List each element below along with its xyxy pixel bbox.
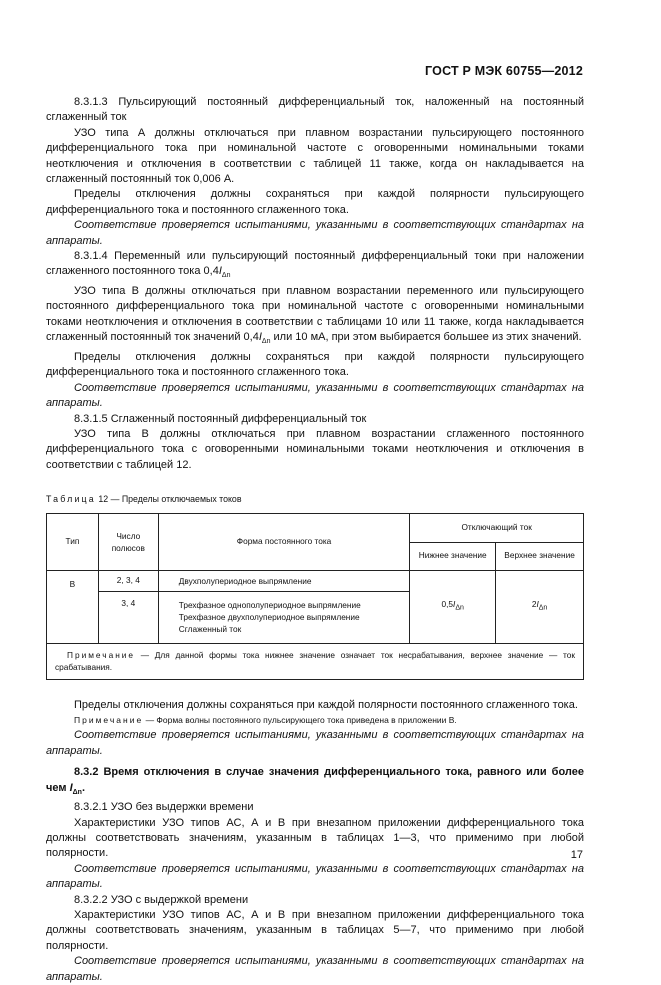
- compliance-note: Соответствие проверяется испытаниями, указанными в соответствующих стандартах на аппараты.: [46, 955, 584, 983]
- symbol-i: I: [258, 331, 262, 344]
- cell-type: В: [47, 570, 99, 643]
- symbol-subscript: Δn: [261, 338, 271, 346]
- note-label: Примечание: [74, 714, 144, 725]
- form-line: Сглаженный ток: [178, 624, 242, 635]
- col-header-form: Форма постоянного тока: [158, 513, 410, 570]
- table-note-text: — Для данной формы тока нижнее значение означает ток несрабатывания, верхнее значение — ток срабатывания.: [55, 649, 575, 672]
- paragraph-text: УЗО типа В должны отключаться при плавном возрастании переменного или пульсирующего постоянного дифференциального тока при номинальной частоте с оговоренными номинальными токами неотключения и отключения в соответствии с таблицами 10 или 11 также, когда накладывается сглаженный постоянный ток значений 0,4: [46, 285, 584, 344]
- symbol-i: I: [453, 599, 456, 609]
- symbol-subscript: Δn: [72, 788, 82, 796]
- symbol-subscript: Δn: [455, 604, 464, 612]
- table-caption-text: 12 — Пределы отключаемых токов: [95, 494, 242, 505]
- cell-low-value: [410, 570, 496, 643]
- col-header-poles: Число полюсов: [98, 513, 158, 570]
- value-number: 0,5: [441, 599, 454, 609]
- compliance-note: Соответствие проверяется испытаниями, указанными в соответствующих стандартах на аппараты.: [46, 381, 584, 410]
- cell-form: [158, 591, 410, 643]
- section-8322-heading: 8.3.2.2 УЗО с выдержкой времени: [74, 893, 249, 906]
- col-header-trip-current: Отключающий ток: [410, 513, 584, 542]
- value-number: 2: [531, 599, 537, 609]
- table-caption: [46, 492, 584, 507]
- note-text: — Форма волны постоянного пульсирующего тока приведена в приложении В.: [143, 714, 457, 725]
- cell-form: Двухполупериодное выпрямление: [158, 570, 410, 591]
- col-header-type: Тип: [47, 513, 99, 570]
- section-8314-paragraph: [46, 284, 584, 350]
- form-line: Трехфазное двухполупериодное выпрямление: [178, 612, 360, 623]
- compliance-note: Соответствие проверяется испытаниями, указанными в соответствующих стандартах на аппараты.: [46, 729, 584, 757]
- section-8313-heading: 8.3.1.3 Пульсирующий постоянный дифференциальный ток, наложенный на постоянный сглаженный ток: [46, 96, 584, 124]
- heading-text: 8.3.2 Время отключения в случае значения дифференциального тока, равного или более чем: [46, 766, 584, 794]
- section-8313-paragraph: Пределы отключения должны сохраняться при каждой полярности пульсирующего дифференциального тока и постоянного сглаженного тока.: [46, 188, 584, 216]
- symbol-i: I: [536, 599, 539, 609]
- cell-high-value: [496, 570, 584, 643]
- section-8314-heading: [46, 249, 584, 284]
- col-header-high: Верхнее значение: [496, 542, 584, 570]
- section-8313-paragraph: УЗО типа А должны отключаться при плавном возрастании пульсирующего постоянного дифференциального тока при номинальной частоте с оговоренными номинальными токами неотключения и отключения в соответствии с таблицей 11 также, когда он накладывается на сглаженный постоянный ток 0,006 А.: [46, 126, 584, 186]
- symbol-i: I: [69, 781, 73, 794]
- document-header: ГОСТ Р МЭК 60755—2012: [425, 64, 583, 78]
- form-line: Трехфазное однополупериодное выпрямление: [178, 600, 361, 611]
- table-note-label: Примечание: [67, 649, 136, 660]
- note: [46, 713, 584, 728]
- trip-current-table: [46, 513, 584, 680]
- section-832-heading: 8.3.2 Время отключения в случае значения дифференциального тока, равного или более чем $I_{\Delta n}$.: [46, 766, 584, 796]
- paragraph: Пределы отключения должны сохраняться при каждой полярности постоянного сглаженного тока.: [74, 698, 578, 711]
- section-8322-paragraph: Характеристики УЗО типов АС, А и В при внезапном приложении дифференциального тока должны соответствовать значениям, указанным в таблицах 5—7, что применимо при любой полярности.: [46, 909, 584, 952]
- page-body: [46, 95, 584, 985]
- section-8321-paragraph: Характеристики УЗО типов АС, А и В при внезапном приложении дифференциального тока должны соответствовать значениям, указанным в таблицах 1—3, что применимо при любой полярности.: [46, 816, 584, 860]
- page-number: 17: [570, 849, 583, 861]
- cell-poles: 2, 3, 4: [98, 570, 158, 591]
- section-8315-heading: 8.3.1.5 Сглаженный постоянный дифференциальный ток: [74, 412, 367, 425]
- col-header-low: Нижнее значение: [410, 542, 496, 570]
- table-caption-label: Таблица: [46, 494, 96, 505]
- paragraph-text: или 10 мА, при этом выбирается большее из этих значений.: [270, 331, 582, 344]
- section-8314-paragraph: Пределы отключения должны сохраняться при каждой полярности пульсирующего дифференциального тока и постоянного сглаженного тока.: [46, 350, 584, 379]
- section-8315-paragraph: УЗО типа В должны отключаться при плавном возрастании сглаженного постоянного дифференциального тока с оговоренными номинальными токами неотключения и отключения в соответствии с таблицей 12.: [46, 427, 584, 471]
- cell-poles: 3, 4: [98, 591, 158, 643]
- compliance-note: Соответствие проверяется испытаниями, указанными в соответствующих стандартах на аппараты.: [46, 219, 584, 247]
- symbol-subscript: Δn: [221, 272, 231, 280]
- symbol-i: I: [218, 265, 222, 278]
- compliance-note: Соответствие проверяется испытаниями, указанными в соответствующих стандартах на аппараты.: [46, 862, 584, 891]
- symbol-subscript: Δn: [538, 604, 548, 612]
- table-note: [47, 643, 584, 679]
- section-8321-heading: 8.3.2.1 УЗО без выдержки времени: [74, 801, 254, 814]
- heading-text: 8.3.1.4 Переменный или пульсирующий постоянный дифференциальный токи при наложении сглаженного постоянного тока 0,4: [46, 250, 584, 278]
